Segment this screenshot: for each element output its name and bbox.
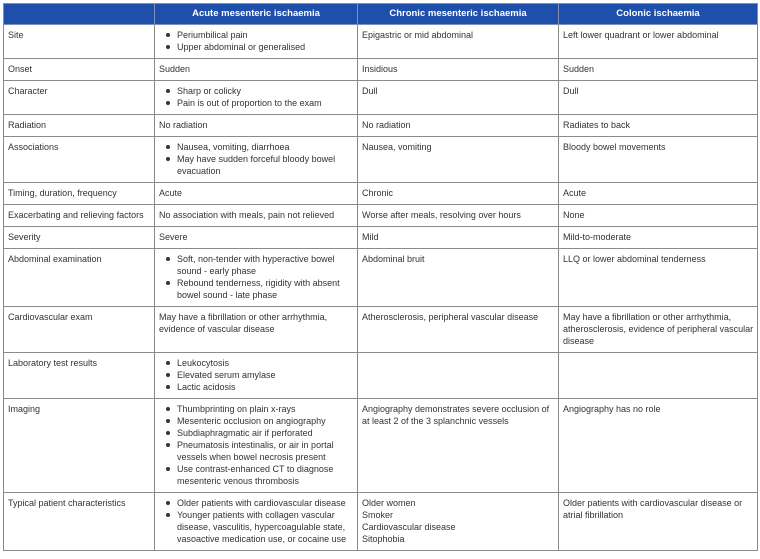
- cell-text: Acute: [563, 188, 587, 198]
- table-cell: [559, 307, 758, 353]
- row-label: Site: [4, 25, 155, 59]
- table-cell: [358, 25, 559, 59]
- row-label: Cardiovascular exam: [4, 307, 155, 353]
- table-row: [4, 249, 758, 307]
- table-cell: [559, 59, 758, 81]
- table-cell: [358, 183, 559, 205]
- bullet-item: May have sudden forceful bloody bowel evacuation: [177, 153, 354, 177]
- cell-text: Acute: [159, 188, 183, 198]
- table-cell: [155, 137, 358, 183]
- bullet-item: Rebound tenderness, rigidity with absent bowel sound - late phase: [177, 277, 354, 301]
- table-cell: [358, 227, 559, 249]
- table-cell: [358, 115, 559, 137]
- bullet-item: Mesenteric occlusion on angiography: [177, 415, 354, 427]
- table-cell: [155, 399, 358, 493]
- cell-text: Radiates to back: [563, 120, 631, 130]
- comparison-table: [3, 3, 758, 551]
- table-row: [4, 183, 758, 205]
- table-cell: [155, 493, 358, 551]
- table-cell: [559, 249, 758, 307]
- bullet-item: Sharp or colicky: [177, 85, 354, 97]
- cell-line: Older women: [362, 498, 416, 508]
- table-row: [4, 205, 758, 227]
- cell-text: May have a fibrillation or other arrhythmia, atherosclerosis, evidence of peripheral vascular disease: [563, 312, 754, 346]
- cell-text: Angiography demonstrates severe occlusion of at least 2 of the 3 splanchnic vessels: [362, 404, 550, 426]
- bullet-item: Subdiaphragmatic air if perforated: [177, 427, 354, 439]
- table-cell: [155, 59, 358, 81]
- header-row: [4, 4, 758, 25]
- cell-text: Mild-to-moderate: [563, 232, 632, 242]
- bullet-item: Use contrast-enhanced CT to diagnose mesenteric venous thrombosis: [177, 463, 354, 487]
- cell-text: Severe: [159, 232, 188, 242]
- row-label: Abdominal examination: [4, 249, 155, 307]
- cell-text: May have a fibrillation or other arrhythmia, evidence of vascular disease: [159, 312, 328, 334]
- row-label: Laboratory test results: [4, 353, 155, 399]
- row-label: Timing, duration, frequency: [4, 183, 155, 205]
- bullet-item: Older patients with cardiovascular disease: [177, 497, 354, 509]
- cell-text: Bloody bowel movements: [563, 142, 666, 152]
- cell-line: Sitophobia: [362, 534, 405, 544]
- table-cell: [559, 399, 758, 493]
- table-row: [4, 227, 758, 249]
- cell-text: Worse after meals, resolving over hours: [362, 210, 521, 220]
- bullet-item: Lactic acidosis: [177, 381, 354, 393]
- table-cell: [155, 353, 358, 399]
- bullet-item: Pneumatosis intestinalis, or air in portal vessels when bowel necrosis present: [177, 439, 354, 463]
- table-cell: [358, 59, 559, 81]
- bullet-list: [159, 357, 354, 393]
- row-label: Associations: [4, 137, 155, 183]
- cell-text: Nausea, vomiting: [362, 142, 432, 152]
- table-row: [4, 115, 758, 137]
- cell-text: Dull: [362, 86, 378, 96]
- cell-text: None: [563, 210, 585, 220]
- cell-text: No radiation: [159, 120, 208, 130]
- table-cell: [155, 25, 358, 59]
- bullet-list: [159, 85, 354, 109]
- bullet-item: Periumbilical pain: [177, 29, 354, 41]
- bullet-list: [159, 253, 354, 301]
- header-cell-chronic: Chronic mesenteric ischaemia: [358, 4, 559, 25]
- header-cell-blank: [4, 4, 155, 25]
- cell-line: Smoker: [362, 510, 394, 520]
- row-label: Imaging: [4, 399, 155, 493]
- cell-text: Dull: [563, 86, 579, 96]
- cell-text: Atherosclerosis, peripheral vascular disease: [362, 312, 539, 322]
- cell-line: Cardiovascular disease: [362, 522, 456, 532]
- bullet-list: [159, 403, 354, 487]
- cell-text: Older patients with cardiovascular disease or atrial fibrillation: [563, 498, 743, 520]
- bullet-item: Soft, non-tender with hyperactive bowel sound - early phase: [177, 253, 354, 277]
- row-label: Typical patient characteristics: [4, 493, 155, 551]
- table-cell: [358, 81, 559, 115]
- table-cell: [358, 493, 559, 551]
- header-cell-colonic: Colonic ischaemia: [559, 4, 758, 25]
- cell-text: Sudden: [563, 64, 595, 74]
- table-row: [4, 307, 758, 353]
- row-label: Radiation: [4, 115, 155, 137]
- table-row: [4, 137, 758, 183]
- bullet-item: Nausea, vomiting, diarrhoea: [177, 141, 354, 153]
- cell-text: Abdominal bruit: [362, 254, 425, 264]
- bullet-item: Upper abdominal or generalised: [177, 41, 354, 53]
- table-row: [4, 25, 758, 59]
- row-label: Character: [4, 81, 155, 115]
- bullet-list: [159, 29, 354, 53]
- table-cell: [155, 81, 358, 115]
- table-cell: [559, 227, 758, 249]
- table-cell: [155, 227, 358, 249]
- cell-text: Mild: [362, 232, 379, 242]
- cell-text: Insidious: [362, 64, 398, 74]
- row-label: Exacerbating and relieving factors: [4, 205, 155, 227]
- table-row: [4, 493, 758, 551]
- row-label: Onset: [4, 59, 155, 81]
- table-cell: [358, 353, 559, 399]
- table-cell: [155, 307, 358, 353]
- bullet-item: Elevated serum amylase: [177, 369, 354, 381]
- table-cell: [559, 353, 758, 399]
- table-cell: [559, 115, 758, 137]
- table-body: [4, 25, 758, 551]
- table-cell: [559, 137, 758, 183]
- cell-text: Epigastric or mid abdominal: [362, 30, 474, 40]
- table-row: [4, 353, 758, 399]
- row-label: Severity: [4, 227, 155, 249]
- table-cell: [559, 25, 758, 59]
- cell-text: Angiography has no role: [563, 404, 661, 414]
- table-cell: [155, 183, 358, 205]
- table-row: [4, 59, 758, 81]
- cell-text: No radiation: [362, 120, 411, 130]
- table-cell: [559, 183, 758, 205]
- table-cell: [559, 205, 758, 227]
- bullet-list: [159, 497, 354, 545]
- table-cell: [155, 249, 358, 307]
- bullet-list: [159, 141, 354, 177]
- table-cell: [358, 205, 559, 227]
- cell-text: No association with meals, pain not relieved: [159, 210, 335, 220]
- header-cell-acute: Acute mesenteric ischaemia: [155, 4, 358, 25]
- bullet-item: Younger patients with collagen vascular disease, vasculitis, hypercoagulable state, vasoactive medication use, or cocaine use: [177, 509, 354, 545]
- cell-text: Left lower quadrant or lower abdominal: [563, 30, 719, 40]
- cell-text: LLQ or lower abdominal tenderness: [563, 254, 706, 264]
- bullet-item: Thumbprinting on plain x-rays: [177, 403, 354, 415]
- table-cell: [358, 399, 559, 493]
- bullet-item: Pain is out of proportion to the exam: [177, 97, 354, 109]
- table-row: [4, 81, 758, 115]
- table-cell: [358, 137, 559, 183]
- table-cell: [559, 493, 758, 551]
- cell-text: Chronic: [362, 188, 394, 198]
- table-cell: [155, 205, 358, 227]
- table-cell: [559, 81, 758, 115]
- table-row: [4, 399, 758, 493]
- table-cell: [358, 307, 559, 353]
- cell-text: Sudden: [159, 64, 191, 74]
- table-cell: [358, 249, 559, 307]
- bullet-item: Leukocytosis: [177, 357, 354, 369]
- table-cell: [155, 115, 358, 137]
